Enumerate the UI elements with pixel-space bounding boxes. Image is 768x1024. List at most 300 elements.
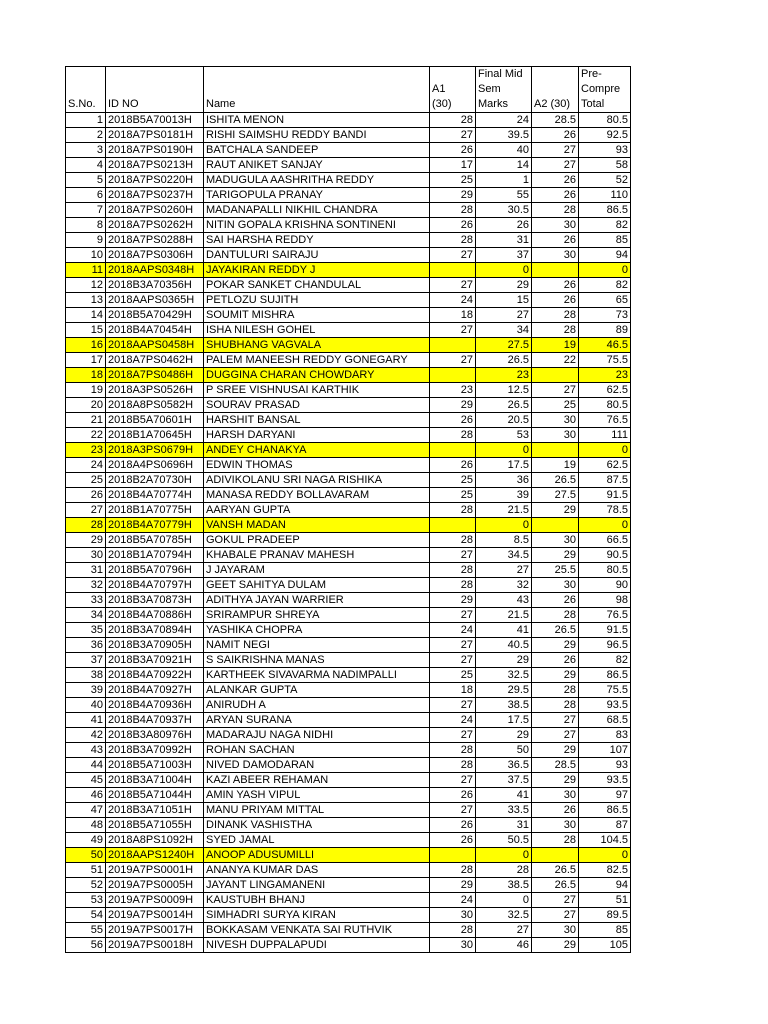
total-cell: 62.5 <box>579 383 631 398</box>
sno-cell: 18 <box>66 368 106 383</box>
mid-cell: 27 <box>476 923 532 938</box>
mid-cell: 29 <box>476 278 532 293</box>
a1-cell: 26 <box>430 788 476 803</box>
table-row <box>66 833 631 848</box>
a2-cell: 28 <box>532 683 579 698</box>
name-cell: ADITHYA JAYAN WARRIER <box>204 593 430 608</box>
a1-cell: 30 <box>430 938 476 953</box>
sno-cell: 16 <box>66 338 106 353</box>
table-row <box>66 803 631 818</box>
sno-cell: 35 <box>66 623 106 638</box>
a2-cell: 26 <box>532 653 579 668</box>
total-cell: 91.5 <box>579 488 631 503</box>
name-cell: ANOOP ADUSUMILLI <box>204 848 430 863</box>
total-cell: 86.5 <box>579 803 631 818</box>
total-cell: 111 <box>579 428 631 443</box>
total-cell: 46.5 <box>579 338 631 353</box>
sno-cell: 46 <box>66 788 106 803</box>
total-cell: 82 <box>579 653 631 668</box>
a2-cell: 28 <box>532 323 579 338</box>
sno-cell: 27 <box>66 503 106 518</box>
total-cell: 66.5 <box>579 533 631 548</box>
table-row <box>66 923 631 938</box>
mid-cell: 33.5 <box>476 803 532 818</box>
marks-table <box>65 66 631 953</box>
id-cell: 2018B3A70905H <box>106 638 204 653</box>
id-cell: 2018B2A70730H <box>106 473 204 488</box>
table-row <box>66 413 631 428</box>
mid-cell: 32.5 <box>476 908 532 923</box>
mid-cell: 28 <box>476 863 532 878</box>
name-cell: DUGGINA CHARAN CHOWDARY <box>204 368 430 383</box>
sno-cell: 52 <box>66 878 106 893</box>
a2-cell: 26 <box>532 173 579 188</box>
id-cell: 2018B5A70796H <box>106 563 204 578</box>
sno-cell: 43 <box>66 743 106 758</box>
table-row <box>66 458 631 473</box>
name-cell: J JAYARAM <box>204 563 430 578</box>
a2-cell: 26 <box>532 293 579 308</box>
sno-cell: 17 <box>66 353 106 368</box>
table-row <box>66 683 631 698</box>
a1-cell: 24 <box>430 293 476 308</box>
name-cell: PALEM MANEESH REDDY GONEGARY <box>204 353 430 368</box>
table-row <box>66 248 631 263</box>
table-row <box>66 263 631 278</box>
mid-cell: 34 <box>476 323 532 338</box>
id-cell: 2018AAPS0458H <box>106 338 204 353</box>
id-cell: 2018B4A70936H <box>106 698 204 713</box>
a1-cell <box>430 518 476 533</box>
a1-header-line2: (30) <box>432 98 452 110</box>
mid-cell: 29 <box>476 653 532 668</box>
name-cell: KAZI ABEER REHAMAN <box>204 773 430 788</box>
mid-cell: 55 <box>476 188 532 203</box>
table-row <box>66 653 631 668</box>
a1-cell: 28 <box>430 428 476 443</box>
sno-cell: 41 <box>66 713 106 728</box>
mid-cell: 0 <box>476 893 532 908</box>
name-cell: RAUT ANIKET SANJAY <box>204 158 430 173</box>
a1-cell: 28 <box>430 233 476 248</box>
a1-cell: 29 <box>430 593 476 608</box>
id-cell: 2019A7PS0005H <box>106 878 204 893</box>
id-cell: 2018A7PS0288H <box>106 233 204 248</box>
total-cell: 73 <box>579 308 631 323</box>
sno-cell: 23 <box>66 443 106 458</box>
id-cell: 2018A7PS0260H <box>106 203 204 218</box>
a1-cell: 24 <box>430 713 476 728</box>
name-cell: AARYAN GUPTA <box>204 503 430 518</box>
table-row <box>66 143 631 158</box>
a2-cell <box>532 263 579 278</box>
id-cell: 2019A7PS0014H <box>106 908 204 923</box>
table-row <box>66 593 631 608</box>
name-cell: AMIN YASH VIPUL <box>204 788 430 803</box>
mid-cell: 23 <box>476 368 532 383</box>
mid-cell: 27.5 <box>476 338 532 353</box>
total-cell: 78.5 <box>579 503 631 518</box>
mid-cell: 50 <box>476 743 532 758</box>
a1-header-line1: A1 <box>432 83 446 95</box>
table-row <box>66 518 631 533</box>
a1-cell: 26 <box>430 833 476 848</box>
id-cell: 2018A7PS0181H <box>106 128 204 143</box>
table-row <box>66 353 631 368</box>
sno-cell: 51 <box>66 863 106 878</box>
name-cell: NIVED DAMODARAN <box>204 758 430 773</box>
total-cell: 80.5 <box>579 398 631 413</box>
sno-cell: 19 <box>66 383 106 398</box>
mid-cell: 21.5 <box>476 608 532 623</box>
table-row <box>66 128 631 143</box>
a2-cell: 26 <box>532 188 579 203</box>
a1-cell: 28 <box>430 503 476 518</box>
a1-cell <box>430 338 476 353</box>
mid-cell: 1 <box>476 173 532 188</box>
a1-header <box>430 67 476 113</box>
total-cell: 97 <box>579 788 631 803</box>
a1-cell: 27 <box>430 323 476 338</box>
sno-cell: 42 <box>66 728 106 743</box>
a1-cell <box>430 848 476 863</box>
sno-cell: 20 <box>66 398 106 413</box>
a1-cell: 27 <box>430 278 476 293</box>
a2-cell: 27 <box>532 143 579 158</box>
sno-cell: 36 <box>66 638 106 653</box>
sno-cell: 21 <box>66 413 106 428</box>
header-row <box>66 67 631 113</box>
total-cell: 68.5 <box>579 713 631 728</box>
mid-cell: 27 <box>476 563 532 578</box>
total-cell: 87 <box>579 818 631 833</box>
mid-cell: 41 <box>476 623 532 638</box>
name-cell: TARIGOPULA PRANAY <box>204 188 430 203</box>
a2-cell: 26.5 <box>532 473 579 488</box>
mid-cell: 39 <box>476 488 532 503</box>
sno-cell: 9 <box>66 233 106 248</box>
total-cell: 90.5 <box>579 548 631 563</box>
table-row <box>66 218 631 233</box>
name-cell: SYED JAMAL <box>204 833 430 848</box>
table-row <box>66 188 631 203</box>
a2-cell: 29 <box>532 938 579 953</box>
total-cell: 0 <box>579 263 631 278</box>
a2-cell: 25.5 <box>532 563 579 578</box>
table-row <box>66 158 631 173</box>
id-cell: 2018B1A70645H <box>106 428 204 443</box>
sno-cell: 44 <box>66 758 106 773</box>
mid-header <box>476 67 532 113</box>
total-cell: 0 <box>579 848 631 863</box>
table-row <box>66 323 631 338</box>
total-header-line1: Pre- <box>581 68 602 80</box>
mid-cell: 12.5 <box>476 383 532 398</box>
name-cell: HARSHIT BANSAL <box>204 413 430 428</box>
id-cell: 2018A7PS0213H <box>106 158 204 173</box>
a1-cell <box>430 263 476 278</box>
total-cell: 94 <box>579 878 631 893</box>
table-row <box>66 278 631 293</box>
a2-cell <box>532 368 579 383</box>
a2-cell: 27 <box>532 158 579 173</box>
a2-cell: 19 <box>532 338 579 353</box>
id-cell: 2018B4A70886H <box>106 608 204 623</box>
id-cell: 2018AAPS0365H <box>106 293 204 308</box>
table-row <box>66 368 631 383</box>
id-cell: 2018A8PS0582H <box>106 398 204 413</box>
a1-cell: 25 <box>430 488 476 503</box>
total-cell: 51 <box>579 893 631 908</box>
id-cell: 2018A7PS0237H <box>106 188 204 203</box>
mid-cell: 43 <box>476 593 532 608</box>
a2-cell: 29 <box>532 743 579 758</box>
table-row <box>66 728 631 743</box>
a1-cell: 24 <box>430 893 476 908</box>
table-row <box>66 758 631 773</box>
total-cell: 94 <box>579 248 631 263</box>
id-cell: 2018B3A70894H <box>106 623 204 638</box>
sno-cell: 53 <box>66 893 106 908</box>
total-cell: 93 <box>579 143 631 158</box>
total-cell: 75.5 <box>579 683 631 698</box>
mid-cell: 0 <box>476 848 532 863</box>
a1-cell: 26 <box>430 458 476 473</box>
mid-cell: 32 <box>476 578 532 593</box>
id-cell: 2018AAPS0348H <box>106 263 204 278</box>
id-cell: 2018B3A71004H <box>106 773 204 788</box>
table-row <box>66 878 631 893</box>
id-cell: 2018B4A70779H <box>106 518 204 533</box>
mid-cell: 46 <box>476 938 532 953</box>
a1-cell: 26 <box>430 218 476 233</box>
name-cell: SOUMIT MISHRA <box>204 308 430 323</box>
a1-cell <box>430 443 476 458</box>
name-cell: ISHITA MENON <box>204 113 430 128</box>
a2-header: A2 (30) <box>532 67 579 113</box>
mid-cell: 50.5 <box>476 833 532 848</box>
sno-header: S.No. <box>66 67 106 113</box>
sno-cell: 32 <box>66 578 106 593</box>
a2-cell: 28.5 <box>532 758 579 773</box>
id-cell: 2018B5A70785H <box>106 533 204 548</box>
a1-cell: 17 <box>430 158 476 173</box>
name-cell: MANU PRIYAM MITTAL <box>204 803 430 818</box>
a1-cell: 27 <box>430 653 476 668</box>
table-row <box>66 548 631 563</box>
table-row <box>66 668 631 683</box>
a1-cell: 27 <box>430 128 476 143</box>
name-cell: S SAIKRISHNA MANAS <box>204 653 430 668</box>
total-cell: 80.5 <box>579 113 631 128</box>
table-row <box>66 908 631 923</box>
a2-cell: 29 <box>532 668 579 683</box>
name-cell: MADUGULA AASHRITHA REDDY <box>204 173 430 188</box>
total-cell: 62.5 <box>579 458 631 473</box>
name-cell: GOKUL PRADEEP <box>204 533 430 548</box>
mid-cell: 20.5 <box>476 413 532 428</box>
a2-cell: 27 <box>532 713 579 728</box>
id-cell: 2018B5A71003H <box>106 758 204 773</box>
a1-cell: 27 <box>430 698 476 713</box>
id-cell: 2019A7PS0017H <box>106 923 204 938</box>
total-cell: 82.5 <box>579 863 631 878</box>
table-row <box>66 173 631 188</box>
a2-cell: 29 <box>532 548 579 563</box>
mid-header-line2: Sem <box>478 83 501 95</box>
a1-cell: 18 <box>430 308 476 323</box>
table-row <box>66 338 631 353</box>
sno-cell: 13 <box>66 293 106 308</box>
a1-cell: 28 <box>430 533 476 548</box>
name-cell: PETLOZU SUJITH <box>204 293 430 308</box>
total-cell: 93 <box>579 758 631 773</box>
total-cell: 0 <box>579 518 631 533</box>
a2-cell: 30 <box>532 413 579 428</box>
id-cell: 2018A3PS0679H <box>106 443 204 458</box>
a2-cell: 30 <box>532 218 579 233</box>
name-cell: ROHAN SACHAN <box>204 743 430 758</box>
table-row <box>66 848 631 863</box>
mid-cell: 17.5 <box>476 713 532 728</box>
total-cell: 89.5 <box>579 908 631 923</box>
id-cell: 2018B3A80976H <box>106 728 204 743</box>
sno-cell: 25 <box>66 473 106 488</box>
total-cell: 110 <box>579 188 631 203</box>
name-cell: ISHA NILESH GOHEL <box>204 323 430 338</box>
id-cell: 2019A7PS0009H <box>106 893 204 908</box>
name-cell: JAYAKIRAN REDDY J <box>204 263 430 278</box>
total-cell: 91.5 <box>579 623 631 638</box>
sno-cell: 34 <box>66 608 106 623</box>
name-cell: DANTULURI SAIRAJU <box>204 248 430 263</box>
sno-cell: 1 <box>66 113 106 128</box>
a2-cell: 25 <box>532 398 579 413</box>
a2-cell: 26.5 <box>532 863 579 878</box>
mid-cell: 38.5 <box>476 698 532 713</box>
total-header <box>579 67 631 113</box>
total-cell: 83 <box>579 728 631 743</box>
a1-cell: 29 <box>430 398 476 413</box>
mid-cell: 26.5 <box>476 353 532 368</box>
a1-cell: 27 <box>430 803 476 818</box>
sno-cell: 10 <box>66 248 106 263</box>
name-cell: MADARAJU NAGA NIDHI <box>204 728 430 743</box>
name-cell: ALANKAR GUPTA <box>204 683 430 698</box>
sno-cell: 3 <box>66 143 106 158</box>
sno-cell: 8 <box>66 218 106 233</box>
a2-cell: 19 <box>532 458 579 473</box>
a1-cell: 28 <box>430 863 476 878</box>
mid-cell: 0 <box>476 443 532 458</box>
total-cell: 87.5 <box>579 473 631 488</box>
a2-cell: 26.5 <box>532 878 579 893</box>
sno-cell: 5 <box>66 173 106 188</box>
total-cell: 93.5 <box>579 698 631 713</box>
mid-cell: 39.5 <box>476 128 532 143</box>
total-cell: 65 <box>579 293 631 308</box>
mid-cell: 34.5 <box>476 548 532 563</box>
total-cell: 85 <box>579 233 631 248</box>
sno-cell: 14 <box>66 308 106 323</box>
id-cell: 2018A8PS1092H <box>106 833 204 848</box>
a2-cell: 29 <box>532 503 579 518</box>
a1-cell: 29 <box>430 878 476 893</box>
name-cell: GEET SAHITYA DULAM <box>204 578 430 593</box>
mid-cell: 37.5 <box>476 773 532 788</box>
id-cell: 2018B4A70774H <box>106 488 204 503</box>
a2-cell: 28 <box>532 833 579 848</box>
a2-cell: 30 <box>532 788 579 803</box>
sno-cell: 24 <box>66 458 106 473</box>
mid-cell: 31 <box>476 818 532 833</box>
sno-cell: 28 <box>66 518 106 533</box>
sno-cell: 39 <box>66 683 106 698</box>
sno-cell: 48 <box>66 818 106 833</box>
id-cell: 2018B5A70601H <box>106 413 204 428</box>
mid-cell: 0 <box>476 263 532 278</box>
total-cell: 90 <box>579 578 631 593</box>
a1-cell: 28 <box>430 758 476 773</box>
name-cell: ANDEY CHANAKYA <box>204 443 430 458</box>
table-row <box>66 623 631 638</box>
id-cell: 2018B1A70775H <box>106 503 204 518</box>
table-row <box>66 533 631 548</box>
table-row <box>66 203 631 218</box>
sno-cell: 29 <box>66 533 106 548</box>
a1-cell: 25 <box>430 668 476 683</box>
sno-cell: 6 <box>66 188 106 203</box>
a2-cell: 30 <box>532 923 579 938</box>
sno-cell: 40 <box>66 698 106 713</box>
total-cell: 58 <box>579 158 631 173</box>
sno-cell: 22 <box>66 428 106 443</box>
name-cell: BOKKASAM VENKATA SAI RUTHVIK <box>204 923 430 938</box>
a1-cell: 27 <box>430 728 476 743</box>
table-row <box>66 788 631 803</box>
total-cell: 23 <box>579 368 631 383</box>
id-cell: 2018A7PS0462H <box>106 353 204 368</box>
a2-cell: 26 <box>532 128 579 143</box>
table-row <box>66 638 631 653</box>
table-row <box>66 398 631 413</box>
total-cell: 98 <box>579 593 631 608</box>
id-cell: 2018B5A70429H <box>106 308 204 323</box>
a1-cell: 26 <box>430 413 476 428</box>
mid-cell: 36 <box>476 473 532 488</box>
total-cell: 80.5 <box>579 563 631 578</box>
mid-cell: 40 <box>476 143 532 158</box>
a1-cell: 27 <box>430 773 476 788</box>
a1-cell: 29 <box>430 188 476 203</box>
mid-cell: 36.5 <box>476 758 532 773</box>
id-cell: 2018B1A70794H <box>106 548 204 563</box>
total-cell: 0 <box>579 443 631 458</box>
total-cell: 76.5 <box>579 413 631 428</box>
total-cell: 86.5 <box>579 203 631 218</box>
mid-cell: 53 <box>476 428 532 443</box>
name-cell: SHUBHANG VAGVALA <box>204 338 430 353</box>
name-cell: SIMHADRI SURYA KIRAN <box>204 908 430 923</box>
id-cell: 2018B3A70992H <box>106 743 204 758</box>
a1-cell: 25 <box>430 473 476 488</box>
id-cell: 2018B4A70454H <box>106 323 204 338</box>
sno-cell: 45 <box>66 773 106 788</box>
sno-cell: 55 <box>66 923 106 938</box>
total-header-line2: Compre <box>581 83 621 95</box>
mid-cell: 29 <box>476 728 532 743</box>
id-cell: 2019A7PS0001H <box>106 863 204 878</box>
